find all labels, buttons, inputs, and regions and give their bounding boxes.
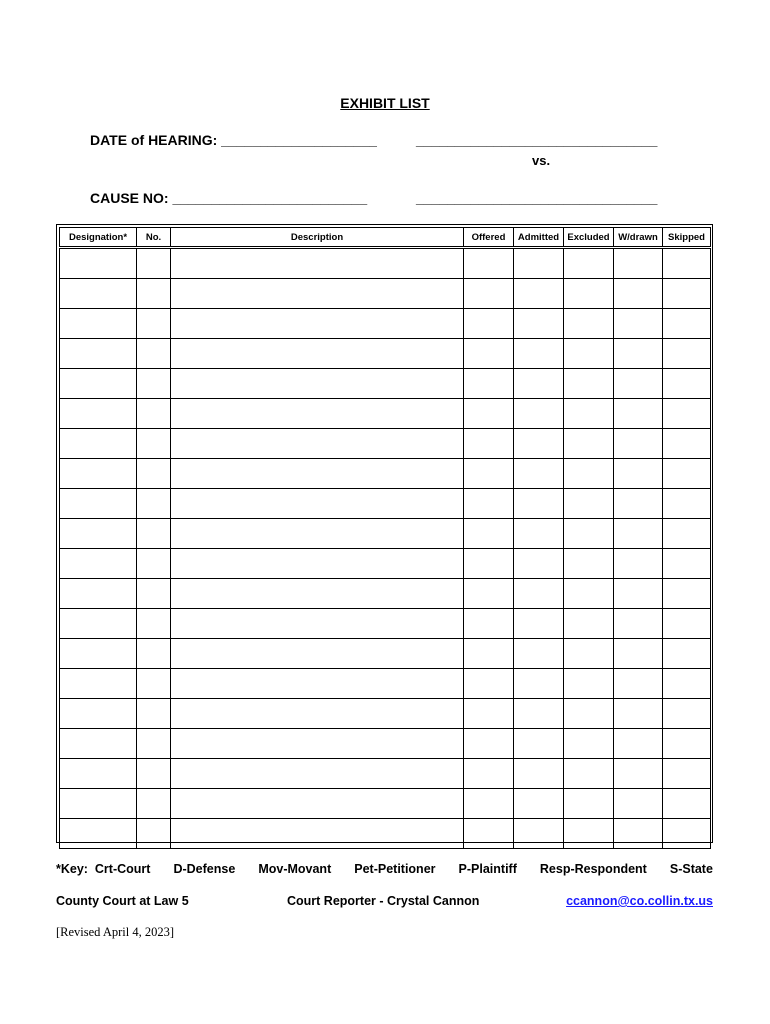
cell-offered[interactable] xyxy=(464,459,514,489)
cell-no[interactable] xyxy=(137,759,171,789)
cell-skipped[interactable] xyxy=(663,819,711,849)
cell-designation[interactable] xyxy=(60,639,137,669)
cell-designation[interactable] xyxy=(60,519,137,549)
column-header-skipped: Skipped xyxy=(663,228,711,248)
cell-description[interactable] xyxy=(171,429,464,459)
cell-skipped[interactable] xyxy=(663,309,711,339)
cell-offered[interactable] xyxy=(464,759,514,789)
cell-withdrawn[interactable] xyxy=(614,819,663,849)
cell-excluded[interactable] xyxy=(564,429,614,459)
cell-designation[interactable] xyxy=(60,459,137,489)
cell-excluded[interactable] xyxy=(564,759,614,789)
cell-admitted[interactable] xyxy=(514,399,564,429)
cell-no[interactable] xyxy=(137,339,171,369)
cell-admitted[interactable] xyxy=(514,489,564,519)
cell-excluded[interactable] xyxy=(564,639,614,669)
cell-skipped[interactable] xyxy=(663,609,711,639)
cell-admitted[interactable] xyxy=(514,729,564,759)
cell-no[interactable] xyxy=(137,309,171,339)
cell-admitted[interactable] xyxy=(514,369,564,399)
cell-description[interactable] xyxy=(171,729,464,759)
court-reporter: Court Reporter - Crystal Cannon xyxy=(287,894,480,908)
cell-admitted[interactable] xyxy=(514,819,564,849)
cell-admitted[interactable] xyxy=(514,579,564,609)
cell-withdrawn[interactable] xyxy=(614,699,663,729)
first-party-blank[interactable]: _______________________________ xyxy=(416,132,658,148)
cell-skipped[interactable] xyxy=(663,549,711,579)
cell-no[interactable] xyxy=(137,579,171,609)
cell-no[interactable] xyxy=(137,489,171,519)
cell-withdrawn[interactable] xyxy=(614,519,663,549)
cell-offered[interactable] xyxy=(464,549,514,579)
cell-description[interactable] xyxy=(171,369,464,399)
cell-skipped[interactable] xyxy=(663,429,711,459)
cell-no[interactable] xyxy=(137,549,171,579)
date-of-hearing-field[interactable]: DATE of HEARING: ____________________ xyxy=(90,132,377,148)
cell-description[interactable] xyxy=(171,248,464,279)
cell-designation[interactable] xyxy=(60,759,137,789)
cell-skipped[interactable] xyxy=(663,699,711,729)
column-header-offered: Offered xyxy=(464,228,514,248)
column-header-designation: Designation* xyxy=(60,228,137,248)
cell-no[interactable] xyxy=(137,819,171,849)
key-petitioner: Pet-Petitioner xyxy=(354,862,436,876)
cell-no[interactable] xyxy=(137,669,171,699)
cell-admitted[interactable] xyxy=(514,279,564,309)
cell-designation[interactable] xyxy=(60,669,137,699)
cell-description[interactable] xyxy=(171,309,464,339)
cell-excluded[interactable] xyxy=(564,699,614,729)
cell-withdrawn[interactable] xyxy=(614,369,663,399)
cell-skipped[interactable] xyxy=(663,279,711,309)
cell-admitted[interactable] xyxy=(514,459,564,489)
cell-excluded[interactable] xyxy=(564,579,614,609)
cell-withdrawn[interactable] xyxy=(614,759,663,789)
cell-no[interactable] xyxy=(137,369,171,399)
cell-admitted[interactable] xyxy=(514,248,564,279)
cell-designation[interactable] xyxy=(60,579,137,609)
key-legend xyxy=(56,862,713,876)
cell-skipped[interactable] xyxy=(663,579,711,609)
cell-offered[interactable] xyxy=(464,819,514,849)
cell-designation[interactable] xyxy=(60,789,137,819)
cell-no[interactable] xyxy=(137,279,171,309)
cell-admitted[interactable] xyxy=(514,309,564,339)
table-row xyxy=(60,369,711,399)
cell-no[interactable] xyxy=(137,699,171,729)
cell-designation[interactable] xyxy=(60,309,137,339)
cell-admitted[interactable] xyxy=(514,429,564,459)
table-row xyxy=(60,339,711,369)
cell-designation[interactable] xyxy=(60,429,137,459)
table-row xyxy=(60,789,711,819)
key-state: S-State xyxy=(669,862,713,876)
table-row xyxy=(60,729,711,759)
page-title: EXHIBIT LIST xyxy=(340,95,430,111)
table-row xyxy=(60,579,711,609)
cell-withdrawn[interactable] xyxy=(614,489,663,519)
key-defense: D-Defense xyxy=(173,862,236,876)
cell-offered[interactable] xyxy=(464,789,514,819)
column-header-description: Description xyxy=(171,228,464,248)
cell-withdrawn[interactable] xyxy=(614,339,663,369)
cell-offered[interactable] xyxy=(464,699,514,729)
cell-description[interactable] xyxy=(171,639,464,669)
cell-description[interactable] xyxy=(171,279,464,309)
cell-admitted[interactable] xyxy=(514,519,564,549)
cell-excluded[interactable] xyxy=(564,279,614,309)
cell-designation[interactable] xyxy=(60,729,137,759)
reporter-email-link[interactable]: ccannon@co.collin.tx.us xyxy=(566,894,713,908)
cell-admitted[interactable] xyxy=(514,759,564,789)
cell-withdrawn[interactable] xyxy=(614,789,663,819)
cell-skipped[interactable] xyxy=(663,459,711,489)
cell-excluded[interactable] xyxy=(564,819,614,849)
cell-no[interactable] xyxy=(137,519,171,549)
cell-skipped[interactable] xyxy=(663,248,711,279)
cell-excluded[interactable] xyxy=(564,399,614,429)
cell-offered[interactable] xyxy=(464,429,514,459)
cell-excluded[interactable] xyxy=(564,549,614,579)
table-header-row xyxy=(60,228,711,248)
cell-offered[interactable] xyxy=(464,309,514,339)
cell-excluded[interactable] xyxy=(564,339,614,369)
cell-designation[interactable] xyxy=(60,248,137,279)
cell-skipped[interactable] xyxy=(663,369,711,399)
cell-description[interactable] xyxy=(171,489,464,519)
cell-withdrawn[interactable] xyxy=(614,459,663,489)
cell-excluded[interactable] xyxy=(564,489,614,519)
cell-no[interactable] xyxy=(137,789,171,819)
table-row xyxy=(60,309,711,339)
cell-description[interactable] xyxy=(171,519,464,549)
cell-offered[interactable] xyxy=(464,339,514,369)
cell-description[interactable] xyxy=(171,759,464,789)
cell-no[interactable] xyxy=(137,459,171,489)
cell-designation[interactable] xyxy=(60,819,137,849)
table-row xyxy=(60,248,711,279)
cell-withdrawn[interactable] xyxy=(614,579,663,609)
cell-no[interactable] xyxy=(137,248,171,279)
cell-offered[interactable] xyxy=(464,369,514,399)
cell-description[interactable] xyxy=(171,699,464,729)
exhibit-rows xyxy=(60,248,711,849)
cell-excluded[interactable] xyxy=(564,369,614,399)
cell-description[interactable] xyxy=(171,609,464,639)
column-header-no: No. xyxy=(137,228,171,248)
cell-description[interactable] xyxy=(171,459,464,489)
table-row xyxy=(60,819,711,849)
column-header-withdrawn: W/drawn xyxy=(614,228,663,248)
cell-designation[interactable] xyxy=(60,549,137,579)
column-header-excluded: Excluded xyxy=(564,228,614,248)
cell-excluded[interactable] xyxy=(564,459,614,489)
cell-offered[interactable] xyxy=(464,279,514,309)
cell-withdrawn[interactable] xyxy=(614,279,663,309)
exhibit-table-frame xyxy=(56,224,713,843)
cell-withdrawn[interactable] xyxy=(614,399,663,429)
cell-description[interactable] xyxy=(171,819,464,849)
key-court: *Key: Crt-Court xyxy=(56,862,151,876)
cell-designation[interactable] xyxy=(60,339,137,369)
cell-skipped[interactable] xyxy=(663,519,711,549)
cell-admitted[interactable] xyxy=(514,669,564,699)
cell-withdrawn[interactable] xyxy=(614,309,663,339)
cell-designation[interactable] xyxy=(60,369,137,399)
table-row xyxy=(60,429,711,459)
cell-description[interactable] xyxy=(171,339,464,369)
versus-label: vs. xyxy=(532,153,551,168)
cell-withdrawn[interactable] xyxy=(614,609,663,639)
exhibit-table xyxy=(59,227,711,849)
cell-offered[interactable] xyxy=(464,579,514,609)
table-row xyxy=(60,549,711,579)
cell-admitted[interactable] xyxy=(514,549,564,579)
cell-excluded[interactable] xyxy=(564,789,614,819)
cell-no[interactable] xyxy=(137,429,171,459)
second-party-blank[interactable]: _______________________________ xyxy=(416,190,658,206)
key-respondent: Resp-Respondent xyxy=(539,862,647,876)
cell-withdrawn[interactable] xyxy=(614,669,663,699)
cell-designation[interactable] xyxy=(60,399,137,429)
table-row xyxy=(60,459,711,489)
cell-offered[interactable] xyxy=(464,609,514,639)
cell-description[interactable] xyxy=(171,549,464,579)
cause-no-field[interactable]: CAUSE NO: _________________________ xyxy=(90,190,368,206)
cell-no[interactable] xyxy=(137,639,171,669)
cell-offered[interactable] xyxy=(464,248,514,279)
cell-excluded[interactable] xyxy=(564,729,614,759)
cell-skipped[interactable] xyxy=(663,729,711,759)
cell-designation[interactable] xyxy=(60,609,137,639)
key-movant: Mov-Movant xyxy=(258,862,332,876)
cell-no[interactable] xyxy=(137,729,171,759)
cell-excluded[interactable] xyxy=(564,309,614,339)
cell-offered[interactable] xyxy=(464,519,514,549)
cell-skipped[interactable] xyxy=(663,399,711,429)
cell-description[interactable] xyxy=(171,669,464,699)
cell-offered[interactable] xyxy=(464,639,514,669)
cell-designation[interactable] xyxy=(60,699,137,729)
cell-description[interactable] xyxy=(171,789,464,819)
cell-skipped[interactable] xyxy=(663,789,711,819)
cell-excluded[interactable] xyxy=(564,248,614,279)
cell-skipped[interactable] xyxy=(663,759,711,789)
cell-skipped[interactable] xyxy=(663,639,711,669)
table-row xyxy=(60,399,711,429)
cell-offered[interactable] xyxy=(464,669,514,699)
cell-excluded[interactable] xyxy=(564,669,614,699)
table-row xyxy=(60,519,711,549)
table-row xyxy=(60,489,711,519)
cell-excluded[interactable] xyxy=(564,519,614,549)
cell-withdrawn[interactable] xyxy=(614,639,663,669)
cell-withdrawn[interactable] xyxy=(614,729,663,759)
cell-skipped[interactable] xyxy=(663,339,711,369)
cell-description[interactable] xyxy=(171,399,464,429)
court-name: County Court at Law 5 xyxy=(56,894,189,908)
cell-excluded[interactable] xyxy=(564,609,614,639)
table-row xyxy=(60,639,711,669)
cell-offered[interactable] xyxy=(464,729,514,759)
table-row xyxy=(60,279,711,309)
cell-admitted[interactable] xyxy=(514,339,564,369)
cell-designation[interactable] xyxy=(60,489,137,519)
column-header-admitted: Admitted xyxy=(514,228,564,248)
cell-withdrawn[interactable] xyxy=(614,429,663,459)
table-row xyxy=(60,759,711,789)
cell-designation[interactable] xyxy=(60,279,137,309)
cell-skipped[interactable] xyxy=(663,489,711,519)
table-row xyxy=(60,669,711,699)
key-plaintiff: P-Plaintiff xyxy=(458,862,517,876)
table-row xyxy=(60,699,711,729)
revision-date: [Revised April 4, 2023] xyxy=(56,925,175,939)
cell-offered[interactable] xyxy=(464,399,514,429)
cell-admitted[interactable] xyxy=(514,639,564,669)
cell-offered[interactable] xyxy=(464,489,514,519)
cell-withdrawn[interactable] xyxy=(614,549,663,579)
cell-admitted[interactable] xyxy=(514,789,564,819)
cell-admitted[interactable] xyxy=(514,609,564,639)
cell-no[interactable] xyxy=(137,399,171,429)
table-row xyxy=(60,609,711,639)
cell-no[interactable] xyxy=(137,609,171,639)
cell-description[interactable] xyxy=(171,579,464,609)
cell-withdrawn[interactable] xyxy=(614,248,663,279)
cell-admitted[interactable] xyxy=(514,699,564,729)
cell-skipped[interactable] xyxy=(663,669,711,699)
